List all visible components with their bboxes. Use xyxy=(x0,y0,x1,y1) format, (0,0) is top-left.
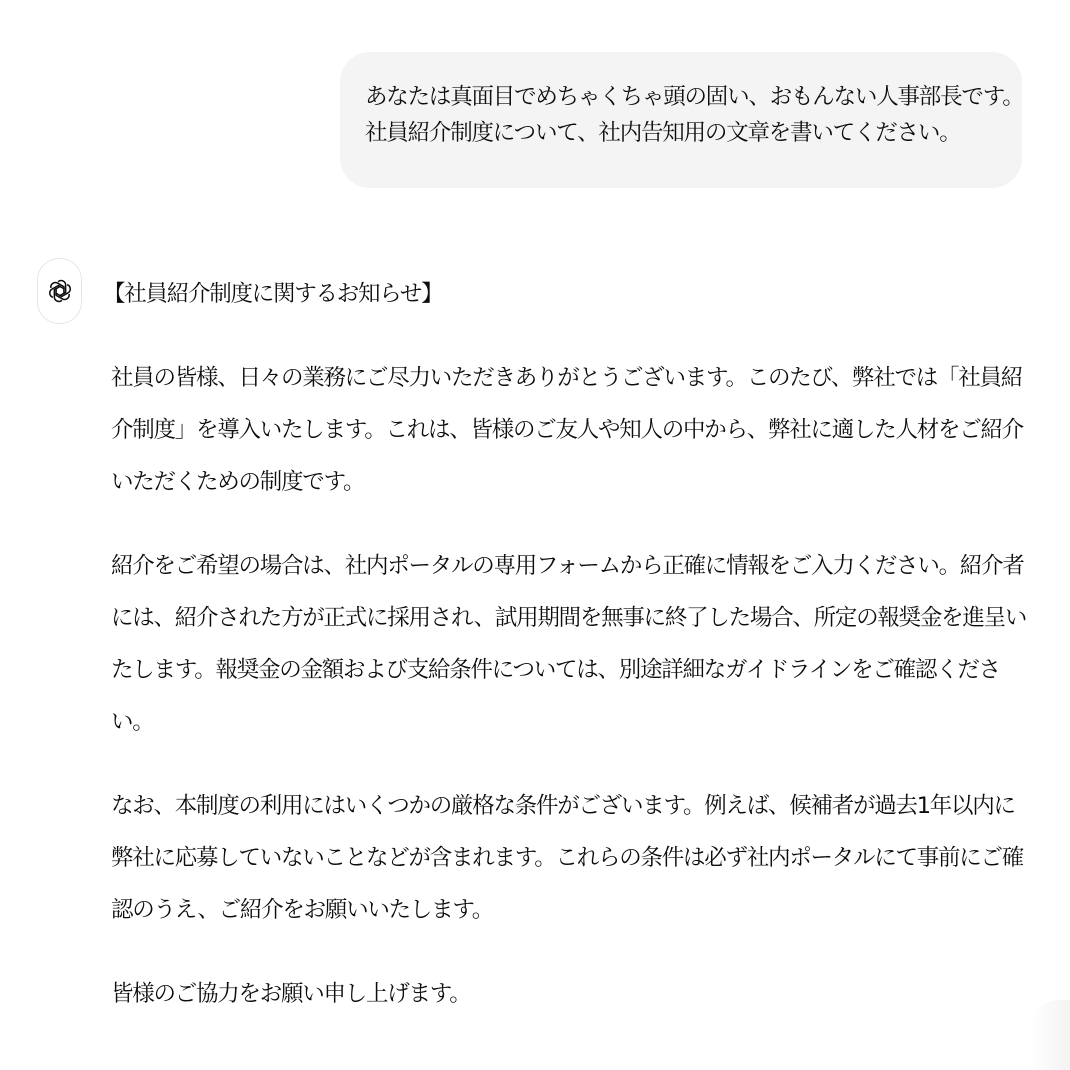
user-message-line: あなたは真面目でめちゃくちゃ頭の固い、おもんない人事部長です。 xyxy=(365,84,1024,110)
notice-paragraph: 社員の皆様、日々の業務にご尽力いただきありがとうございます。このたび、弊社では「社員紹介制度」を導入いたします。これは、皆様のご友人や知人の中から、弊社に適した人材をご紹介いただくための制度です。 xyxy=(111,365,1023,495)
assistant-message xyxy=(103,268,1031,1052)
openai-logo-icon xyxy=(37,258,82,324)
user-message-bubble xyxy=(340,52,1022,188)
notice-title: 【社員紹介制度に関するお知らせ】 xyxy=(103,281,443,307)
scroll-shade xyxy=(1030,1000,1070,1070)
notice-paragraph: 紹介をご希望の場合は、社内ポータルの専用フォームから正確に情報をご入力ください。紹介者には、紹介された方が正式に採用され、試用期間を無事に終了した場合、所定の報奨金を進呈いたします。報奨金の金額および支給条件については、別途詳細なガイドラインをご確認ください。 xyxy=(111,553,1027,735)
user-message-line: 社員紹介制度について、社内告知用の文章を書いてください。 xyxy=(365,120,961,146)
notice-paragraph: 皆様のご協力をお願い申し上げます。 xyxy=(111,981,471,1007)
notice-paragraph: なお、本制度の利用にはいくつかの厳格な条件がございます。例えば、候補者が過去1年以内に弊社に応募していないことなどが含まれます。これらの条件は必ず社内ポータルにて事前にご確認のうえ、ご紹介をお願いいたします。 xyxy=(111,793,1023,923)
